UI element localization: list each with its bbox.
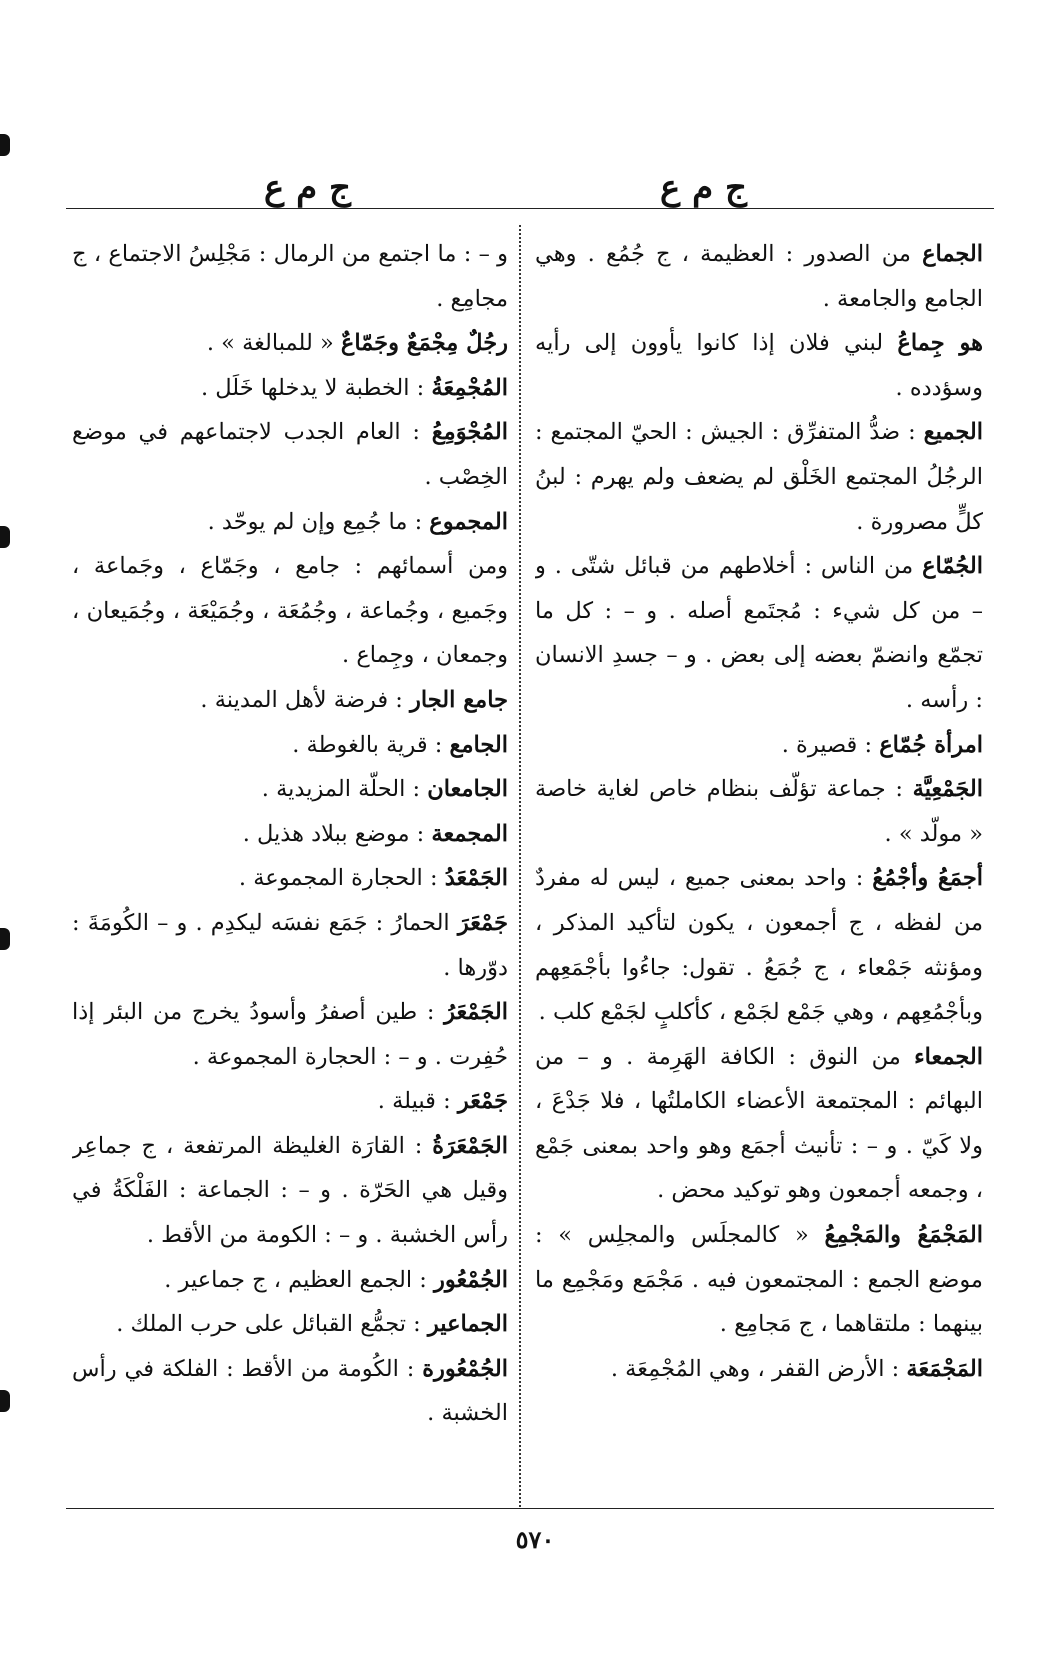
running-header-right: ج م ع — [660, 168, 747, 208]
dictionary-entry — [535, 410, 983, 544]
dictionary-entry — [72, 767, 508, 812]
entry-definition: و – : ما اجتمع من الرمال : مَجْلِسُ الاجتماع ، ج مجامِع . — [72, 241, 508, 312]
dictionary-entry — [72, 1347, 508, 1436]
entry-headword: المجمعة — [431, 820, 508, 847]
entry-headword: الجامع — [449, 731, 508, 758]
entry-definition: : العام الجدب لاجتماعهم في موضع الخِصْب . — [72, 419, 508, 490]
dictionary-entry — [535, 232, 983, 321]
dictionary-entry — [72, 232, 508, 321]
page-edge-mark — [0, 1390, 10, 1412]
entry-definition: : قصيرة . — [781, 731, 880, 758]
entry-definition: « كالمجلَس والمجلِس » : موضع الجمع : المجتمعون فيه . مَجْمَع ومَجْمِع ما بينهما : ملتقاهما ، ج مَجامِع . — [535, 1222, 983, 1338]
dictionary-entry — [535, 1347, 983, 1392]
dictionary-entry — [535, 856, 983, 1034]
entry-headword: الجميع — [923, 419, 983, 446]
entry-headword: الجماع — [922, 241, 983, 267]
dictionary-entry — [72, 723, 508, 768]
dictionary-entry — [72, 1302, 508, 1347]
entry-definition: : ضدُّ المتفرِّق : الجيش : الحيّ المجتمع : الرجُلُ المجتمع الخَلْق لم يضعف ولم يهرم : لبنُ كلٍّ مصرورة . — [535, 419, 983, 535]
entry-headword: الجامعان — [427, 776, 508, 803]
entry-definition: من النوق : الكافة الهَرِمة . و – من البهائم : المجتمعة الأعضاء الكاملتُها ، فلا جَدْعَ ، ولا كَيّ . و – : تأنيث أجمَع وهو واحد بمعنى جَمْع ، وجمعه أجمعون وهو توكيد محض . — [535, 1043, 983, 1204]
entry-headword: الجمعاء — [914, 1043, 983, 1070]
entry-headword: رجُلٌ مِجْمَعٌ وجَمّاعٌ — [340, 330, 508, 357]
column-divider — [519, 225, 521, 1507]
entry-definition: : موضع ببلاد هذيل . — [242, 820, 432, 847]
dictionary-entry — [72, 856, 508, 901]
dictionary-entry — [72, 1124, 508, 1258]
dictionary-entry — [535, 1213, 983, 1347]
entry-headword: هو جِماعُ — [897, 330, 983, 357]
page-edge-mark — [0, 928, 10, 950]
bottom-rule — [66, 1508, 994, 1509]
entry-definition: : ما جُمِع وإن لم يوحّد . — [207, 508, 430, 535]
dictionary-entry — [535, 544, 983, 722]
entry-definition: : واحد بمعنى جميع ، ليس له مفردٌ من لفظه ، ج أجمعون ، يكون لتأكيد المذكر ، ومؤنثه جَمْعاء ، ج جُمَعُ . تقول: جاءُوا بأجْمَعِهم وبأجْمُعِهم ، وهي جَمْع لجَمْع ، كأكلبٍ لجَمْع كلب . — [535, 865, 983, 1026]
entry-headword: الجُمّاع — [922, 553, 983, 580]
entry-headword: الجُمْعُور — [434, 1266, 508, 1293]
dictionary-entry — [72, 544, 508, 678]
dictionary-entry — [535, 321, 983, 410]
entry-headword: المُجْوَمِعُ — [431, 419, 508, 446]
entry-definition: : الحلّة المزيدية . — [261, 776, 428, 803]
entry-headword: الجُمْعُورة — [422, 1355, 508, 1382]
entry-headword: الجَمْعَرُ — [444, 999, 508, 1026]
entry-headword: أجمَعُ وأجْمُعُ — [872, 865, 983, 892]
entry-definition: : فرضة لأهل المدينة . — [200, 686, 411, 713]
entry-definition: : الحجارة المجموعة . — [238, 865, 445, 892]
entry-definition: الحمارُ : جَمَع نفسَه ليكدِم . و – الكُومَةَ : دوّرها . — [72, 909, 508, 981]
entry-definition: من الصدور : العظيمة ، ج جُمُع . وهي الجامع والجامعة . — [535, 241, 983, 312]
entry-headword: جامع الجار — [410, 686, 508, 713]
entry-headword: جَمْعَر — [457, 1088, 508, 1115]
top-rule — [66, 208, 994, 209]
entry-definition: : القارَة الغليظة المرتفعة ، ج جماعِر وقيل هي الحَرّة . و – : الجماعة : الفَلْكَةُ في رأس الخشبة . و – : الكومة من الأقط . — [72, 1132, 508, 1249]
page-edge-mark — [0, 134, 10, 156]
entry-definition: : طين أصفرُ وأسودُ يخرج من البئر إذا حُفِرت . و – : الحجارة المجموعة . — [72, 999, 508, 1070]
entry-headword: المَجْمَعُ والمَجْمِعُ — [824, 1222, 983, 1249]
entry-definition: : الخطبة لا يدخلها خَلَل . — [200, 374, 432, 401]
dictionary-entry — [72, 678, 508, 723]
entry-definition: لبني فلان إذا كانوا يأوون إلى رأيه وسؤدده . — [535, 330, 983, 401]
entry-headword: جَمْعَرَ — [457, 909, 508, 936]
dictionary-entry — [535, 767, 983, 856]
entry-definition: « للمبالغة » . — [206, 330, 341, 357]
dictionary-entry — [72, 500, 508, 545]
page-number: ٥٧٠ — [515, 1525, 555, 1554]
page-edge-mark — [0, 526, 10, 548]
dictionary-entry — [535, 1035, 983, 1213]
entry-headword: الجماعير — [427, 1311, 508, 1338]
entry-definition: : الجمع العظيم ، ج جماعير . — [164, 1266, 435, 1293]
running-header-left: ج م ع — [264, 168, 351, 208]
entry-definition: : قبيلة . — [377, 1088, 458, 1115]
dictionary-entry — [72, 901, 508, 990]
entry-definition: ومن أسمائهم : جامع ، وجَمّاع ، وجَماعة ، وجَميع ، وجُماعة ، وجُمُعَة ، وجُمَيْعَة ، وجُمَيعان ، وجمعان ، وجِماع . — [72, 553, 508, 669]
right-column — [535, 232, 983, 1502]
entry-headword: المَجْمَعَة — [906, 1355, 983, 1382]
dictionary-entry — [72, 366, 508, 411]
dictionary-entry — [72, 410, 508, 499]
entry-headword: الجَمْعَرَةُ — [432, 1132, 508, 1159]
entry-headword: المجموع — [429, 508, 508, 535]
entry-definition: : الأرض القفر ، وهي المُجْمِعَة . — [610, 1355, 907, 1382]
entry-definition: من الناس : أخلاطهم من قبائل شتّى . و – من كل شيء : مُجتَمع أصله . و – : كل ما تجمّع وانضمّ بعضه إلى بعض . و – جسدِ الانسان : رأسه . — [535, 553, 983, 713]
dictionary-entry — [72, 1079, 508, 1124]
entry-headword: امرأة جُمّاع — [879, 731, 983, 758]
entry-definition: : الكُومة من الأقط : الفلكة في رأس الخشبة . — [72, 1355, 508, 1427]
dictionary-entry — [72, 321, 508, 366]
entry-headword: المُجْمِعَةُ — [431, 374, 508, 401]
entry-definition: : تجمُّع القبائل على حرب الملك . — [116, 1311, 428, 1338]
entry-definition: : قرية بالغوطة . — [292, 731, 450, 758]
dictionary-entry — [72, 812, 508, 857]
dictionary-entry — [72, 990, 508, 1079]
dictionary-entry — [535, 723, 983, 768]
entry-headword: الجَمْعِيَّة — [912, 776, 983, 803]
entry-headword: الجَمْعَدُ — [444, 865, 508, 892]
dictionary-entry — [72, 1258, 508, 1303]
left-column — [72, 232, 508, 1502]
entry-definition: : جماعة تؤلّف بنظام خاص لغاية خاصة « مولّد » . — [535, 776, 983, 847]
